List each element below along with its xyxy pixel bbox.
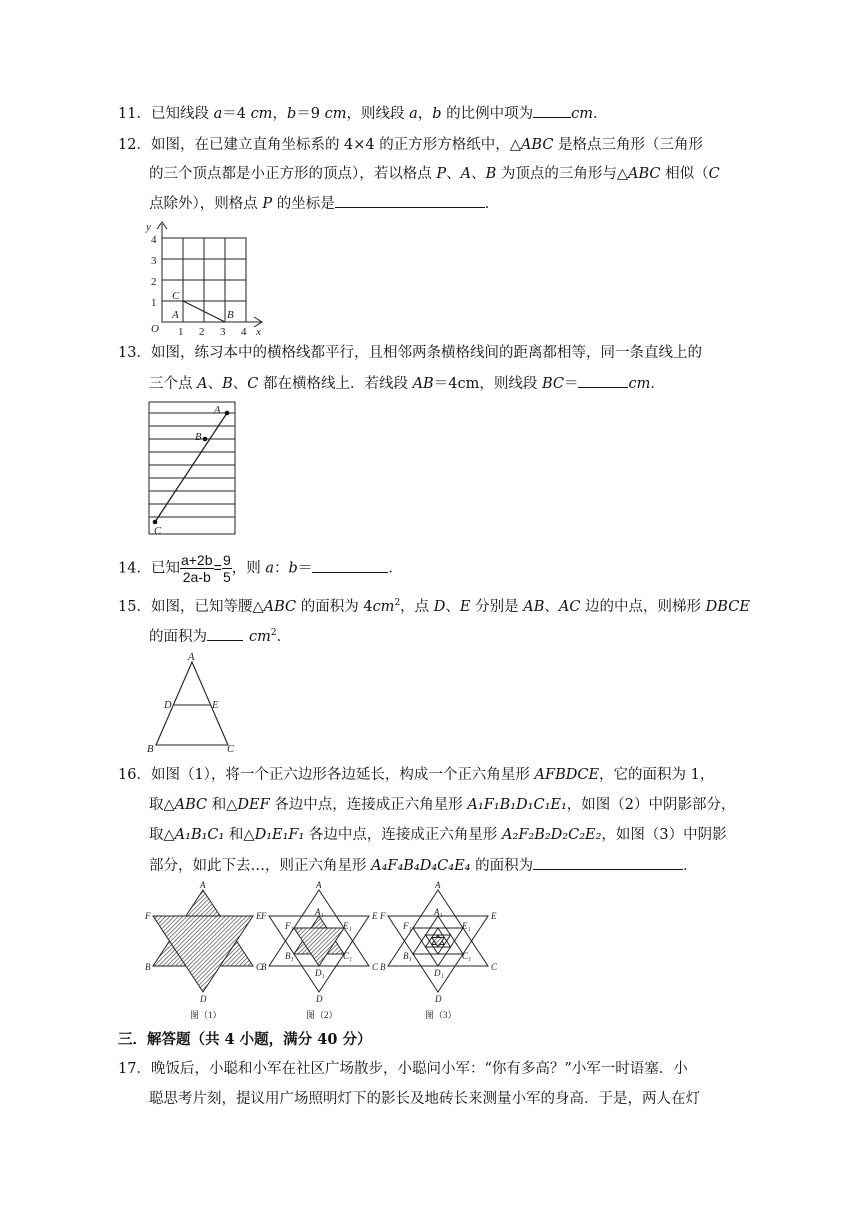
figure-2-hexagram <box>260 880 379 1020</box>
question-number: 12． <box>118 137 151 153</box>
question-14: 14．已知 $\frac{a+2b}{2a-b}=$ $\frac{9}{5}$，则 a：b＝ ． <box>118 552 403 585</box>
svg-text:2: 2 <box>151 276 157 288</box>
notebook-lines-figure <box>146 400 238 538</box>
svg-text:B₁: B₁ <box>285 951 294 961</box>
svg-text:F: F <box>380 911 386 921</box>
svg-text:C: C <box>256 962 263 972</box>
svg-text:C: C <box>154 526 162 537</box>
svg-text:A: A <box>200 880 206 890</box>
svg-text:3: 3 <box>220 326 226 336</box>
svg-text:图（1）: 图（1） <box>190 1010 222 1020</box>
question-17-line-2: 聪思考片刻，提议用广场照明灯下的影长及地砖长来测量小军的身高．于是，两人在灯 <box>149 1091 700 1107</box>
svg-text:图（2）: 图（2） <box>306 1010 338 1020</box>
svg-text:B: B <box>227 309 234 321</box>
svg-text:4: 4 <box>151 234 157 246</box>
fraction: $\frac{9}{5}$ <box>222 552 231 585</box>
question-15-line-2: 的面积为 $cm^2$． <box>149 623 291 647</box>
question-number: 11． <box>118 106 151 122</box>
answer-blank[interactable] <box>578 373 628 388</box>
question-15-line-1: 15．如图，已知等腰△ABC 的面积为 $4cm^2$，点 D、E 分别是 AB、AC 边的中点，则梯形 DBCE <box>118 598 750 615</box>
svg-text:B: B <box>195 432 202 443</box>
answer-blank[interactable] <box>533 103 571 118</box>
svg-text:B: B <box>147 744 154 755</box>
svg-text:D: D <box>200 994 207 1004</box>
svg-text:B: B <box>261 962 267 972</box>
svg-text:C: C <box>172 290 180 302</box>
y-axis-label: y <box>146 221 151 233</box>
svg-text:A₁: A₁ <box>434 907 443 917</box>
svg-text:A: A <box>435 880 441 890</box>
question-13-line-2: 三个点 A、B、C 都在横格线上．若线段 AB＝4cm，则线段 BC＝ cm． <box>149 373 665 394</box>
x-axis-label: x <box>256 326 261 336</box>
svg-text:D₁: D₁ <box>315 968 325 978</box>
question-11: 11．已知线段 a＝4 cm，b＝9 cm，则线段 a，b 的比例中项为 cm． <box>118 103 608 124</box>
answer-blank[interactable] <box>335 193 485 208</box>
svg-text:D₁: D₁ <box>434 968 444 978</box>
answer-blank[interactable] <box>312 558 388 573</box>
svg-text:1: 1 <box>178 326 184 336</box>
question-number: 14． <box>118 560 151 577</box>
svg-text:C₁: C₁ <box>462 951 472 961</box>
svg-text:E: E <box>491 911 497 921</box>
question-number: 15． <box>118 598 151 615</box>
svg-text:A: A <box>188 652 195 663</box>
section-title: 三．解答题（共 4 小题，满分 40 分） <box>118 1031 372 1048</box>
svg-text:F: F <box>261 911 267 921</box>
svg-text:1: 1 <box>151 297 157 309</box>
svg-text:2: 2 <box>199 326 205 336</box>
svg-text:C₁: C₁ <box>343 951 353 961</box>
svg-text:E₁: E₁ <box>462 921 471 931</box>
figure-3-hexagram <box>379 880 498 1020</box>
hexagram-figures <box>140 878 510 1026</box>
svg-text:D: D <box>316 994 323 1004</box>
svg-text:C: C <box>372 962 379 972</box>
svg-text:4: 4 <box>241 326 247 336</box>
question-16-line-4: 部分，如此下去…，则正六角星形 A₄F₄B₄D₄C₄E₄ 的面积为 ． <box>149 855 698 876</box>
svg-text:E: E <box>372 911 378 921</box>
svg-text:E: E <box>212 700 219 711</box>
grid-figure <box>143 218 271 336</box>
svg-text:F: F <box>145 911 151 921</box>
question-13-line-1: 13．如图，练习本中的横格线都平行，且相邻两条横格线间的距离都相等，同一条直线上的 <box>118 345 702 361</box>
question-12-line-2: 的三个顶点都是小正方形的顶点），若以格点 P、A、B 为顶点的三角形与△ABC 相似（C <box>149 166 720 182</box>
svg-text:F₁: F₁ <box>403 921 412 931</box>
svg-text:C: C <box>227 744 235 755</box>
question-12-line-1: 12．如图，在已建立直角坐标系的 4×4 的正方形方格纸中，△ABC 是格点三角形（三角形 <box>118 137 704 153</box>
origin-label: O <box>151 323 159 335</box>
svg-text:A₁: A₁ <box>315 907 324 917</box>
svg-text:B: B <box>380 962 386 972</box>
svg-text:F₁: F₁ <box>285 921 294 931</box>
question-number: 16． <box>118 767 151 783</box>
svg-text:A: A <box>316 880 322 890</box>
figure-1-hexagram <box>144 880 263 1020</box>
svg-text:A: A <box>214 405 221 416</box>
question-12-line-3: 点除外），则格点 P 的坐标是 ． <box>149 193 499 214</box>
answer-blank[interactable] <box>207 626 243 641</box>
svg-text:E: E <box>256 911 262 921</box>
question-number: 13． <box>118 345 151 361</box>
svg-text:图（3）: 图（3） <box>425 1010 457 1020</box>
question-16-line-2: 取△ABC 和△DEF 各边中点，连接成正六角星形 A₁F₁B₁D₁C₁E₁，如图（2）中阴影部分， <box>149 797 736 813</box>
question-16-line-3: 取△A₁B₁C₁ 和△D₁E₁F₁ 各边中点，连接成正六角星形 A₂F₂B₂D₂C₂E₂，如图（3）中阴影 <box>149 827 727 843</box>
svg-text:3: 3 <box>151 255 157 267</box>
svg-text:B₁: B₁ <box>403 951 412 961</box>
question-17-line-1: 17．晚饭后，小聪和小军在社区广场散步，小聪问小军：“你有多高？”小军一时语塞．小 <box>118 1061 688 1077</box>
svg-text:A: A <box>172 309 179 321</box>
question-16-line-1: 16．如图（1），将一个正六边形各边延长，构成一个正六角星形 AFBDCE，它的面积为 1， <box>118 767 715 783</box>
fraction: $\frac{a+2b}{2a-b}$ <box>180 552 213 585</box>
svg-text:B: B <box>145 962 151 972</box>
svg-text:E₁: E₁ <box>343 921 352 931</box>
svg-text:D: D <box>435 994 442 1004</box>
svg-text:D: D <box>164 700 172 711</box>
question-number: 17． <box>118 1061 151 1077</box>
answer-blank[interactable] <box>533 855 683 870</box>
isosceles-triangle-figure <box>143 650 243 755</box>
svg-text:C: C <box>491 962 498 972</box>
